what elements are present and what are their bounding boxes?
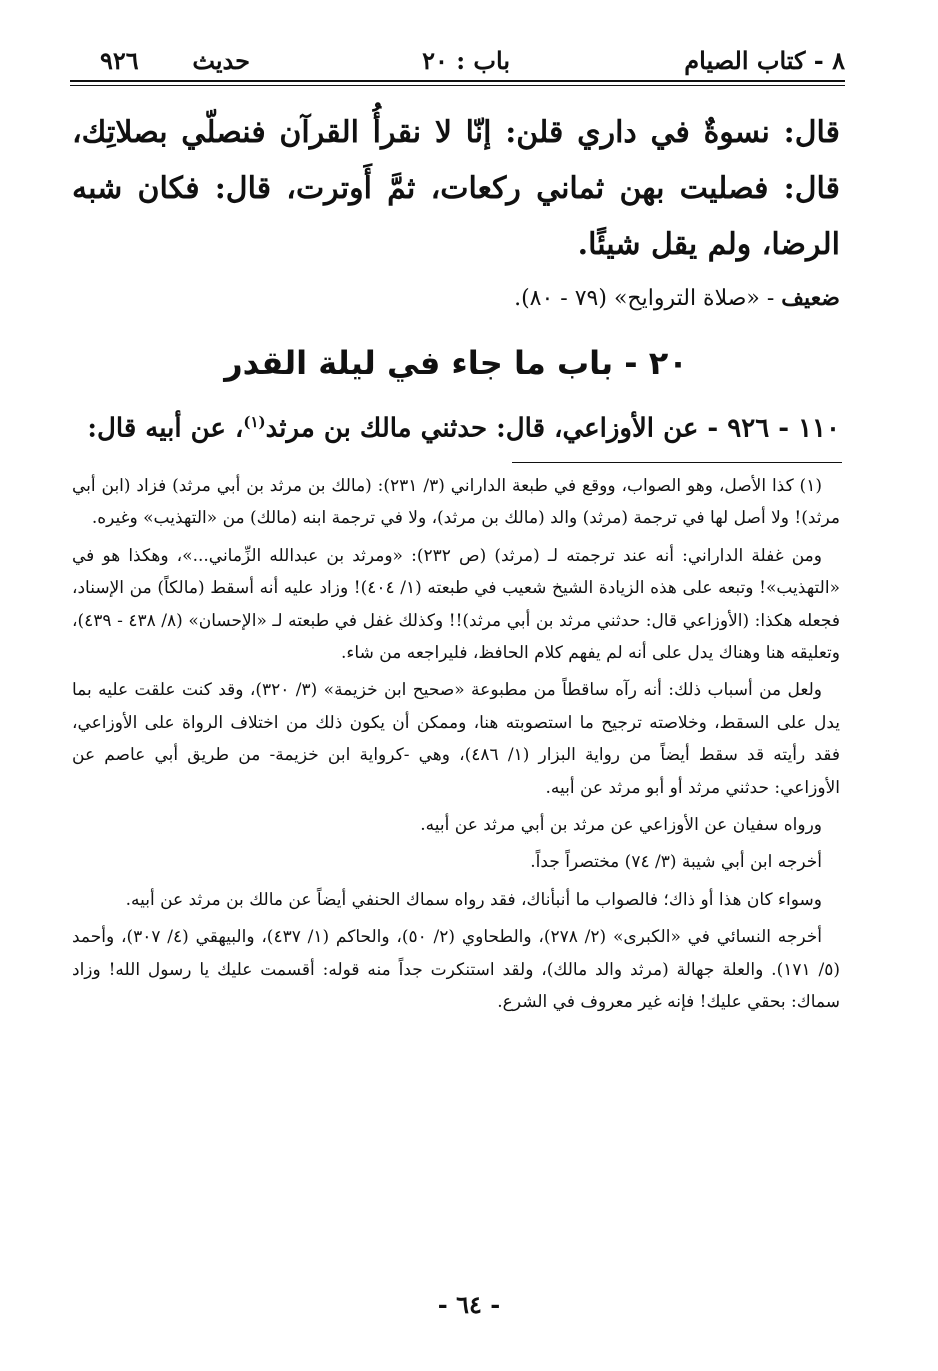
header-rule-thick (70, 80, 845, 82)
header-hadith-label: حديث (192, 46, 250, 75)
footnote-paragraph: (١) كذا الأصل، وهو الصواب، ووقع في طبعة الداراني (٣/ ٢٣١): (مالك بن مرثد بن أبي مرثد) فزاد (ابن أبي مرثد)! ولا أصل لها في ترجمة (مرثد) والد (مالك بن مرثد)، ولا في ترجمة ابنه (مالك) من «التهذيب» وغيره. (72, 476, 840, 529)
footnote-ref: (١) (243, 413, 266, 431)
hadith-matn: قال: نسوةٌ في داري قلن: إنّا لا نقرأُ القرآن فنصلّي بصلاتِك، قال: فصليت بهن ثماني ركعات، ثمَّ أَوترت، قال: فكان شبه الرضا، ولم يقل شيئًا. (72, 115, 840, 262)
footnote-paragraph: أخرجه ابن أبي شيبة (٣/ ٧٤) مختصراً جداً. (530, 852, 822, 873)
footnote-paragraph: وسواء كان هذا أو ذاك؛ فالصواب ما أنبأناك، فقد رواه سماك الحنفي أيضاً عن مالك بن مرثد عن أبيه. (125, 889, 822, 910)
footnotes (72, 470, 840, 1024)
footnote-separator (512, 462, 842, 463)
grading-reference: - «صلاة التروايح» (٧٩ - ٨٠). (514, 286, 782, 311)
header-chapter-number: باب : ٢٠ (422, 46, 510, 75)
isnad-text-end: ، عن أبيه قال: (87, 413, 244, 444)
footnote-paragraph: ولعل من أسباب ذلك: أنه رآه ساقطاً من مطبوعة «صحيح ابن خزيمة» (٣/ ٣٢٠)، وقد كنت علقت عليه بما يدل على السقط، وخلاصته ترجيح ما استصوبته هنا، وممكن أن يكون ذلك من اختلاف الرواة على الأوزاعي، فقد رأيته قد سقط أيضاً من رواية البزار (١/ ٤٨٦)، وهي -كرواية ابن خزيمة- من طريق أبي عاصم عن الأوزاعي: حدثني مرثد أو أبو مرثد عن أبيه. (72, 680, 840, 798)
footnote-paragraph: ومن غفلة الداراني: أنه عند ترجمته لـ (مرثد) (ص ٢٣٢): «ومرثد بن عبدالله الزِّماني...»، وهكذا هو في «التهذيب»! وتبعه على هذه الزيادة الشيخ شعيب في طبعته (١/ ٤٠٤)! وزاد عليه أنه أسقط (مالكاً) من الإسناد، فجعله هكذا: (الأوزاعي قال: حدثني مرثد بن أبي مرثد)!! وكذلك غفل في طبعته لـ «الإحسان» (٨/ ٤٣٨ - ٤٣٩)، وتعليقه هنا وهناك يدل على أنه لم يفهم كلام الحافظ، فليراجعه من شاء. (72, 545, 840, 664)
header-hadith-number: ٩٢٦ (100, 46, 139, 75)
hadith-text (72, 105, 840, 273)
chapter-title: ٢٠ - باب ما جاء في ليلة القدر (224, 344, 688, 382)
hadith-grading (72, 278, 840, 319)
footnote-paragraph: أخرجه النسائي في «الكبرى» (٢/ ٢٧٨)، والطحاوي (٢/ ٥٠)، والحاكم (١/ ٤٣٧)، والبيهقي (٤/ ٣٠٧)، وأحمد (٥/ ١٧١). والعلة جهالة (مرثد والد مالك)، ولقد استنكرت جداً منه قوله: أقسمت عليك يا رسول الله! وزاد سماك: بحقي عليك! فإنه غير معروف في الشرع. (72, 927, 840, 1013)
grading-label: ضعيف (781, 285, 840, 311)
page-number: - ٦٤ - (437, 1290, 501, 1319)
header-rule-thin (70, 85, 845, 86)
footnote-paragraph: ورواه سفيان عن الأوزاعي عن مرثد بن أبي مرثد عن أبيه. (420, 815, 822, 836)
hadith-isnad (72, 398, 840, 453)
running-header (70, 42, 845, 80)
header-book-title: ٨ - كتاب الصيام (684, 46, 845, 75)
isnad-text: ١١٠ - ٩٢٦ - عن الأوزاعي، قال: حدثني مالك بن مرثد (265, 413, 840, 444)
